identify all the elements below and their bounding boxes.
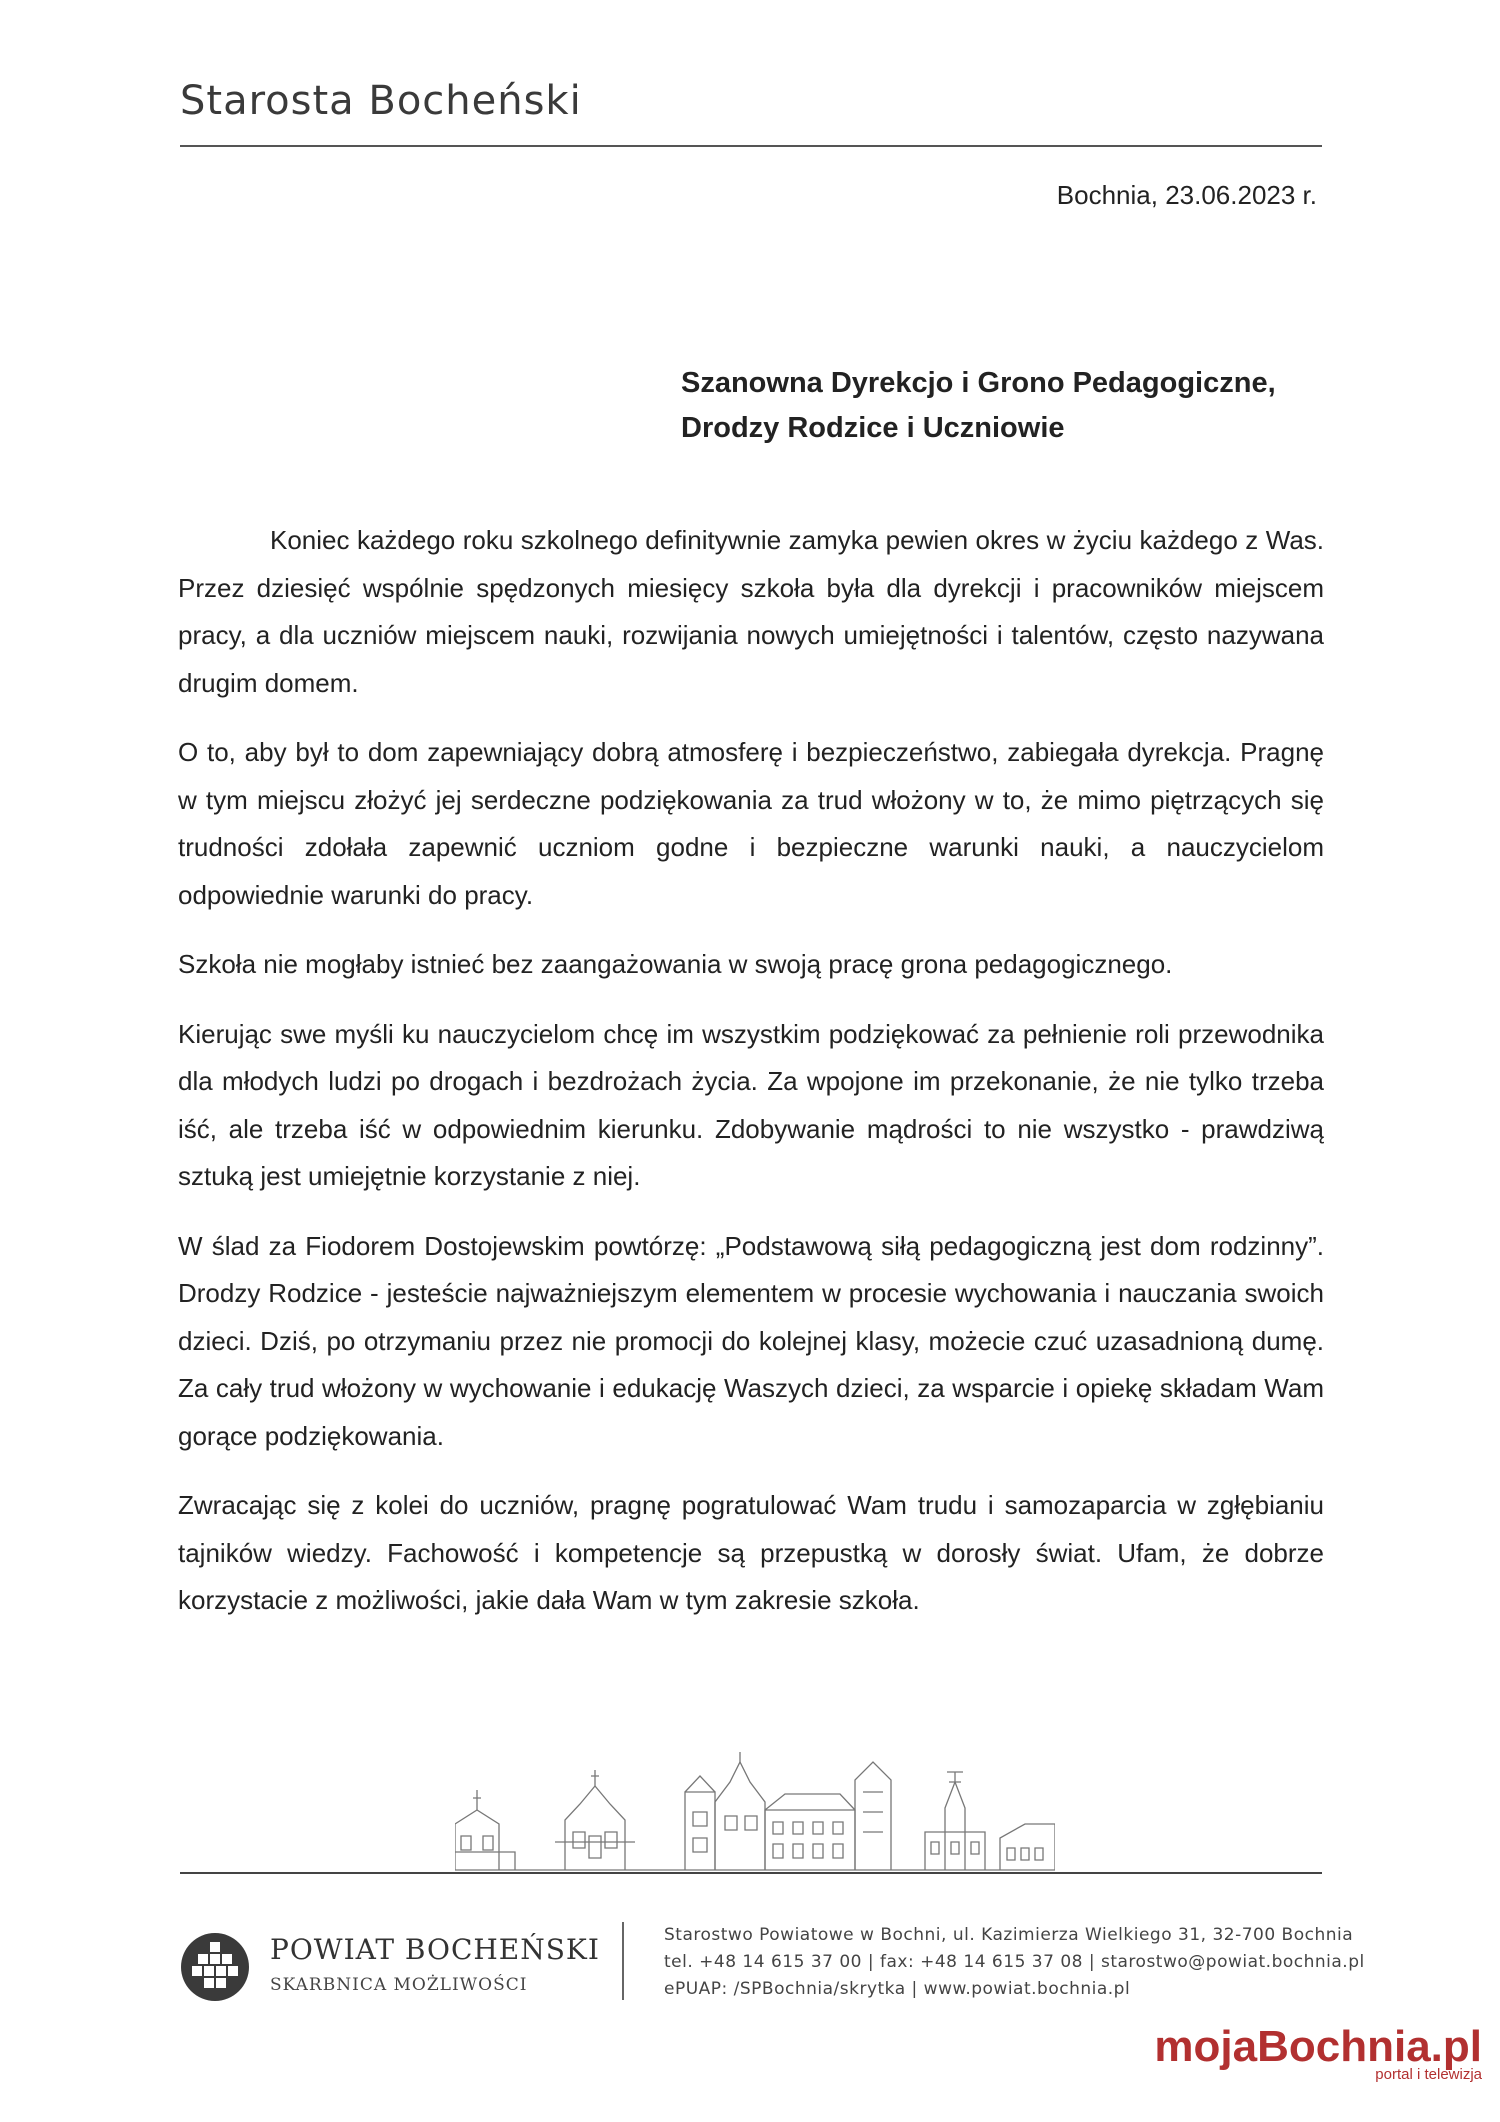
salutation-line-2: Drodzy Rodzice i Uczniowie [681,412,1065,444]
contact-address: Starostwo Powiatowe w Bochni, ul. Kazimierza Wielkiego 31, 32-700 Bochnia [664,1925,1354,1945]
paragraph: W ślad za Fiodorem Dostojewskim powtórzę: „Podstawową siłą pedagogiczną jest dom rodzinny”. Drodzy Rodzice - jesteście najważniejszym elementem w procesie wychowania i nauczania swoich dzieci. Dziś, po otrzymaniu przez nie promocji do kolejnej klasy, możecie czuć uzasadnioną dumę. Za cały trud włożony w wychowanie i edukację Waszych dzieci, za wsparcie i opiekę składam Wam gorące podziękowania. [178,1230,1324,1451]
paragraph: Koniec każdego roku szkolnego definitywnie zamyka pewien okres w życiu każdego z Was. Przez dziesięć wspólnie spędzonych miesięcy szkoła była dla dyrekcji i pracowników miejscem pracy, a dla uczniów miejscem nauki, rozwijania nowych umiejętności i talentów, często nazywana drugim domem. [178,525,1324,698]
paragraph: Kierując swe myśli ku nauczycielom chcę im wszystkim podziękować za pełnienie roli przewodnika dla młodych ludzi po drogach i bezdrożach życia. Za wpojone im przekonanie, że nie tylko trzeba iść, ale trzeba iść w odpowiednim kierunku. Zdobywanie mądrości to nie wszystko - prawdziwą sztuką jest umiejętnie korzystanie z niej. [178,1018,1324,1191]
letter-date: Bochnia, 23.06.2023 r. [1056,180,1317,210]
salutation-line-1: Szanowna Dyrekcjo i Grono Pedagogiczne, [681,367,1276,399]
letterhead-rule [180,145,1322,147]
contact-block [664,1922,1365,2003]
powiat-emblem-icon [180,1932,250,2002]
watermark-tagline: portal i telewizja [1375,2066,1482,2083]
watermark-brand: mojaBochnia.pl [1154,2022,1482,2071]
letterhead-title: Starosta Bocheński [180,78,582,124]
watermark [1154,2022,1482,2083]
town-skyline-illustration [455,1752,1055,1872]
paragraph: Zwracając się z kolei do uczniów, pragnę pogratulować Wam trudu i samozaparcia w zgłębianiu tajników wiedzy. Fachowość i kompetencje są przepustką w dorosły świat. Ufam, że dobrze korzystacie z możliwości, jakie dała Wam w tym zakresie szkoła. [178,1490,1324,1615]
footer-rule [180,1872,1322,1874]
letter-body [178,517,1324,1647]
footer-divider [622,1922,624,2000]
org-name: POWIAT BOCHEŃSKI [270,1933,600,1966]
contact-epuap-website[interactable]: ePUAP: /SPBochnia/skrytka | www.powiat.bochnia.pl [664,1979,1131,1999]
paragraph: O to, aby był to dom zapewniający dobrą atmosferę i bezpieczeństwo, zabiegała dyrekcja. Pragnę w tym miejscu złożyć jej serdeczne podziękowania za trud włożony w to, że mimo piętrzących się trudności zdołała zapewnić uczniom godne i bezpieczne warunki nauki, a nauczycielom odpowiednie warunki do pracy. [178,737,1324,910]
contact-phone-email[interactable]: tel. +48 14 615 37 00 | fax: +48 14 615 37 08 | starostwo@powiat.bochnia.pl [664,1952,1365,1972]
paragraph: Szkoła nie mogłaby istnieć bez zaangażowania w swoją pracę grona pedagogicznego. [178,949,1173,979]
org-tagline: SKARBNICA MOŻLIWOŚCI [270,1975,528,1995]
salutation [681,361,1276,451]
